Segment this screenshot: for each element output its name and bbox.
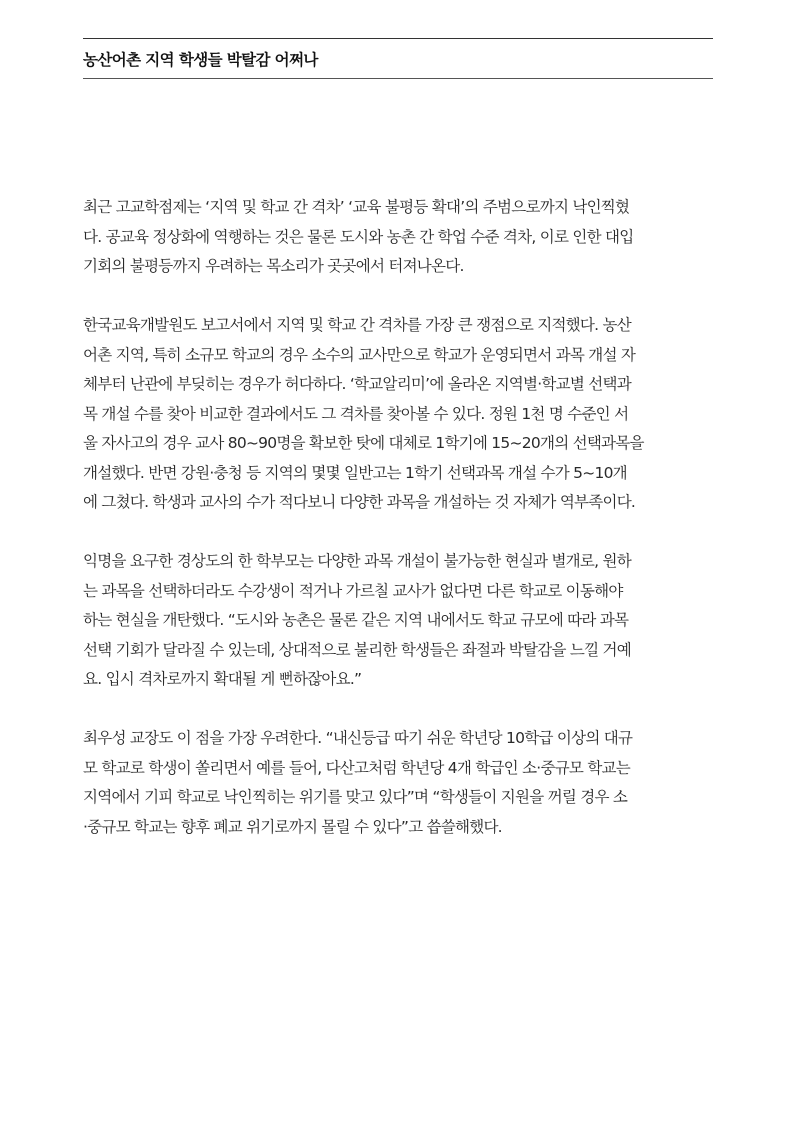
paragraph-line: 다. 공교육 정상화에 역행하는 것은 물론 도시와 농촌 간 학업 수준 격차, 이로 인한 대입	[83, 227, 634, 246]
title-bar	[83, 38, 713, 79]
paragraph-line: 최우성 교장도 이 점을 가장 우려한다. “내신등급 따기 쉬운 학년당 10학급 이상의 대규	[83, 729, 633, 747]
article-body	[83, 193, 713, 842]
article-paragraph	[83, 547, 713, 695]
article-paragraph	[83, 193, 713, 282]
paragraph-line: 어촌 지역, 특히 소규모 학교의 경우 소수의 교사만으로 학교가 운영되면서 과목 개설 자	[83, 345, 636, 364]
paragraph-line: 에 그쳤다. 학생과 교사의 수가 적다보니 다양한 과목을 개설하는 것 자체가 역부족이다.	[83, 493, 636, 511]
paragraph-line: 요. 입시 격차로까지 확대될 게 뻔하잖아요.”	[83, 670, 362, 688]
paragraph-line: 목 개설 수를 찾아 비교한 결과에서도 그 격차를 찾아볼 수 있다. 정원 1천 명 수준인 서	[83, 404, 629, 423]
paragraph-line: 최근 고교학점제는 ‘지역 및 학교 간 격차’ ‘교육 불평등 확대’의 주범으로까지 낙인찍혔	[83, 198, 630, 216]
paragraph-line: 지역에서 기피 학교로 낙인찍히는 위기를 맞고 있다”며 “학생들이 지원을 꺼릴 경우 소	[83, 788, 628, 806]
paragraph-line: 한국교육개발원도 보고서에서 지역 및 학교 간 격차를 가장 큰 쟁점으로 지적했다. 농산	[83, 316, 631, 334]
article-paragraph	[83, 724, 713, 842]
paragraph-line: 는 과목을 선택하더라도 수강생이 적거나 가르칠 교사가 없다면 다른 학교로 이동해야	[83, 581, 623, 600]
paragraph-line: 선택 기회가 달라질 수 있는데, 상대적으로 불리한 학생들은 좌절과 박탈감을 느낄 거예	[83, 640, 631, 659]
article-paragraph	[83, 311, 713, 518]
paragraph-line: 하는 현실을 개탄했다. “도시와 농촌은 물론 같은 지역 내에서도 학교 규모에 따라 과목	[83, 611, 629, 629]
article-title: 농산어촌 지역 학생들 박탈감 어쩌나	[83, 50, 318, 69]
paragraph-line: 모 학교로 학생이 쏠리면서 예를 들어, 다산고처럼 학년당 4개 학급인 소·중규모 학교는	[83, 758, 630, 777]
paragraph-line: 체부터 난관에 부딪히는 경우가 허다하다. ‘학교알리미’에 올라온 지역별·학교별 선택과	[83, 375, 631, 393]
article-page	[83, 38, 713, 872]
paragraph-line: 기회의 불평등까지 우려하는 목소리가 곳곳에서 터져나온다.	[83, 257, 464, 275]
paragraph-line: ·중규모 학교는 향후 폐교 위기로까지 몰릴 수 있다”고 씁쓸해했다.	[83, 817, 502, 836]
paragraph-line: 개설했다. 반면 강원·충청 등 지역의 몇몇 일반고는 1학기 선택과목 개설 수가 5~10개	[83, 463, 627, 482]
paragraph-line: 울 자사고의 경우 교사 80~90명을 확보한 탓에 대체로 1학기에 15~20개의 선택과목을	[83, 434, 644, 452]
paragraph-line: 익명을 요구한 경상도의 한 학부모는 다양한 과목 개설이 불가능한 현실과 별개로, 원하	[83, 552, 631, 570]
